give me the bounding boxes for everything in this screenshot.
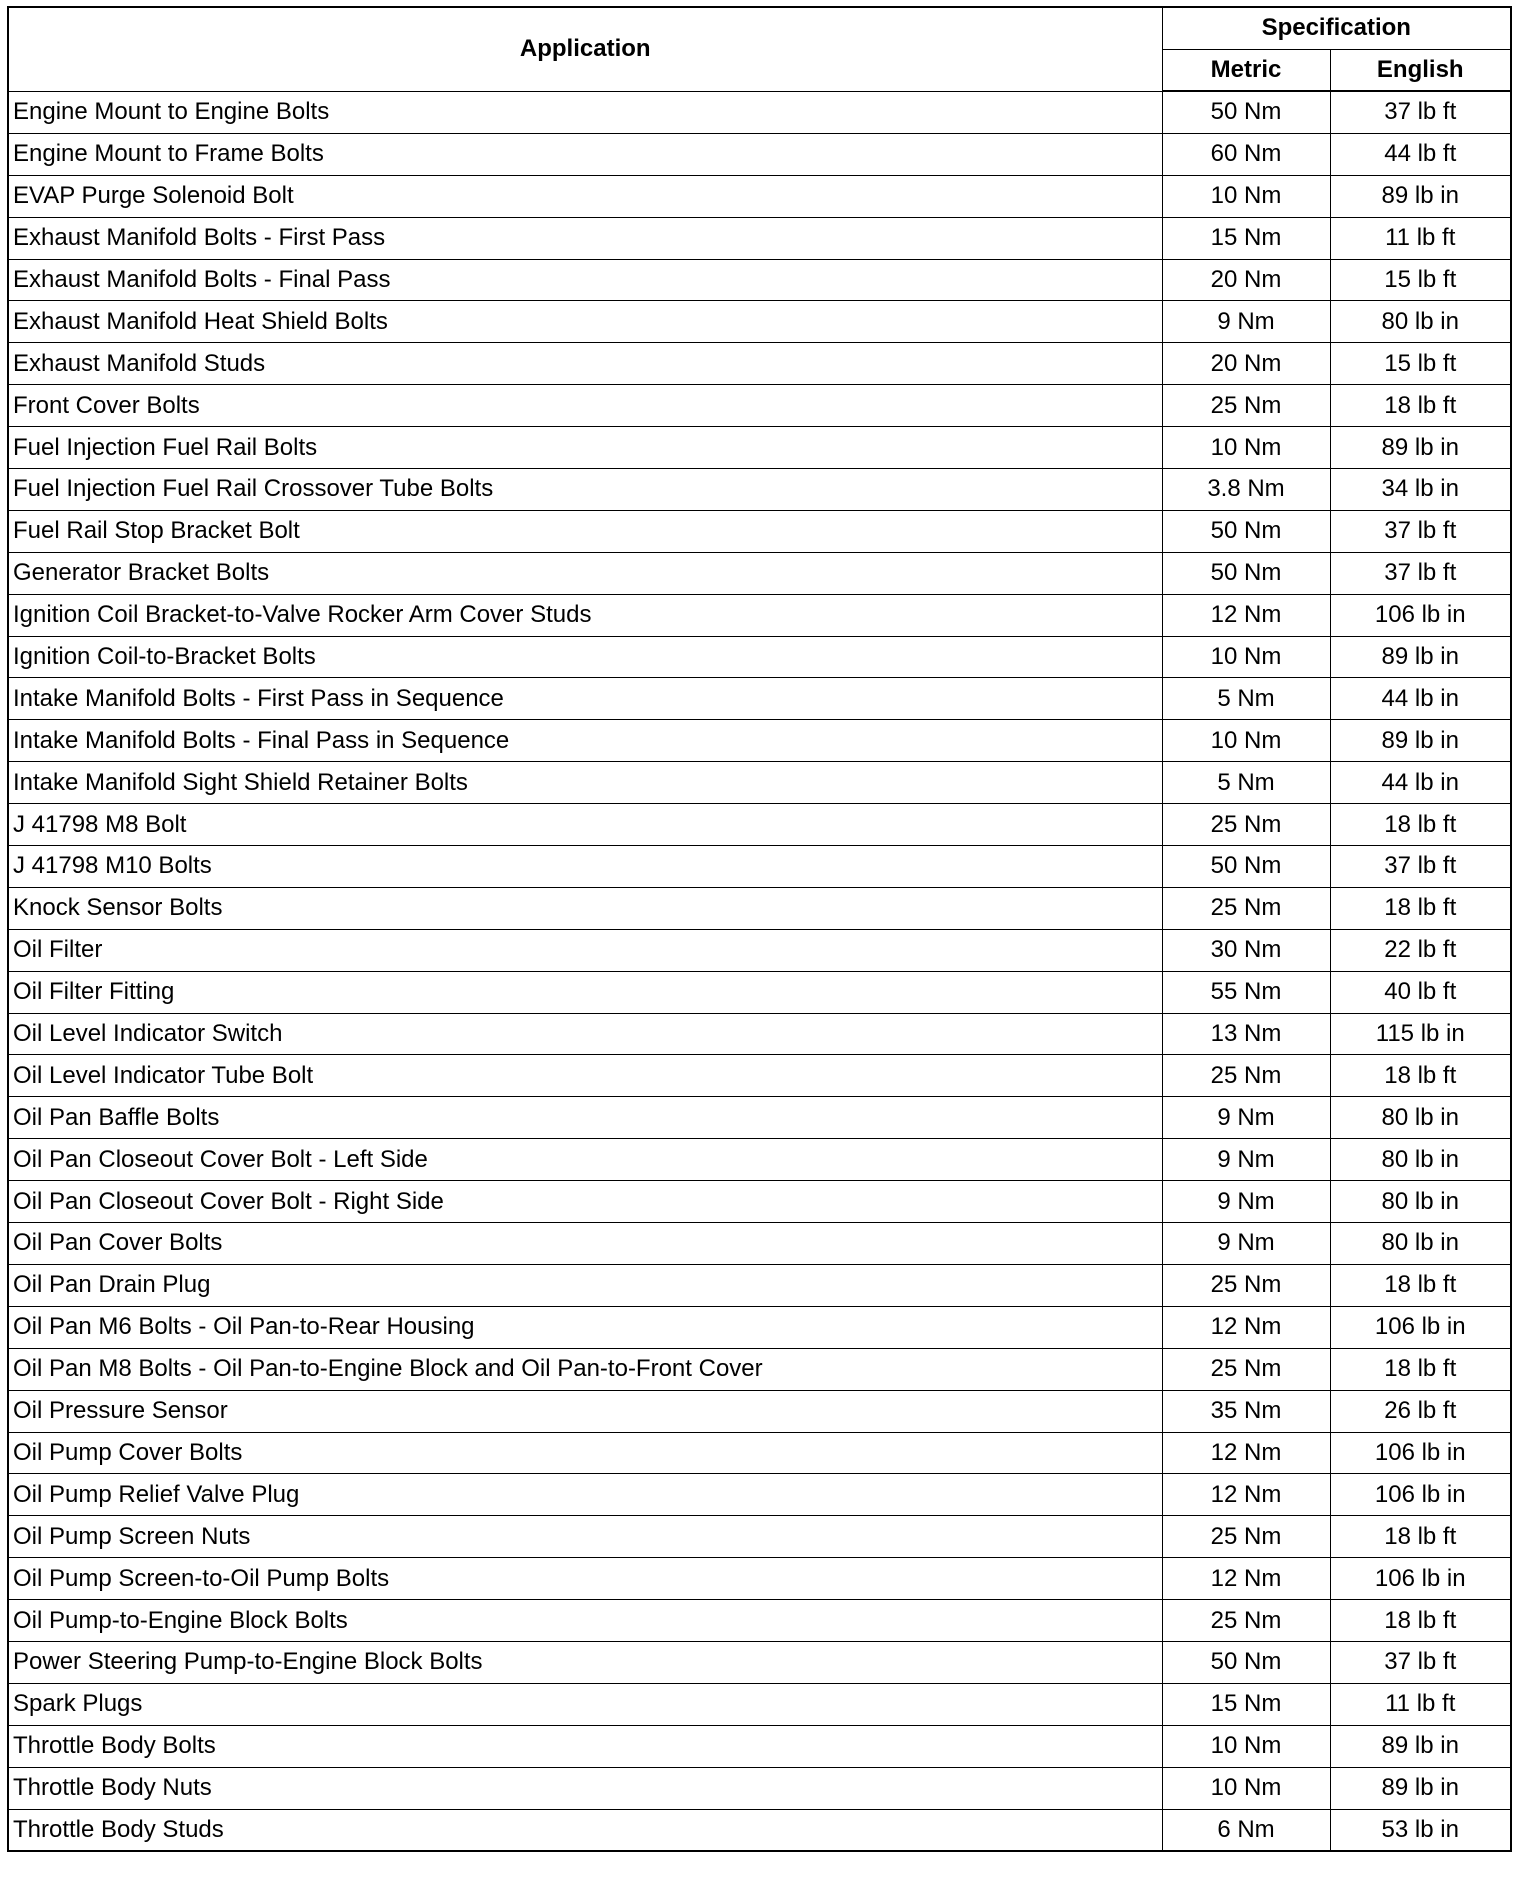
english-cell: 18 lb ft (1330, 1516, 1511, 1558)
application-cell: Oil Pump-to-Engine Block Bolts (8, 1600, 1162, 1642)
metric-cell: 9 Nm (1162, 1181, 1330, 1223)
metric-cell: 10 Nm (1162, 636, 1330, 678)
application-cell: Exhaust Manifold Heat Shield Bolts (8, 301, 1162, 343)
english-cell: 15 lb ft (1330, 259, 1511, 301)
english-cell: 11 lb ft (1330, 1683, 1511, 1725)
metric-cell: 25 Nm (1162, 887, 1330, 929)
application-cell: Oil Pan Closeout Cover Bolt - Right Side (8, 1181, 1162, 1223)
table-row (8, 552, 1511, 594)
english-cell: 37 lb ft (1330, 552, 1511, 594)
table-row (8, 1348, 1511, 1390)
english-cell: 89 lb in (1330, 175, 1511, 217)
metric-cell: 25 Nm (1162, 385, 1330, 427)
application-cell: Generator Bracket Bolts (8, 552, 1162, 594)
english-cell: 80 lb in (1330, 1223, 1511, 1265)
metric-cell: 5 Nm (1162, 762, 1330, 804)
table-row (8, 259, 1511, 301)
metric-cell: 15 Nm (1162, 217, 1330, 259)
metric-cell: 6 Nm (1162, 1809, 1330, 1851)
english-cell: 44 lb ft (1330, 133, 1511, 175)
table-row (8, 385, 1511, 427)
metric-cell: 20 Nm (1162, 343, 1330, 385)
english-cell: 106 lb in (1330, 1474, 1511, 1516)
english-cell: 44 lb in (1330, 678, 1511, 720)
english-cell: 106 lb in (1330, 1432, 1511, 1474)
english-cell: 26 lb ft (1330, 1390, 1511, 1432)
english-cell: 89 lb in (1330, 427, 1511, 469)
application-cell: Front Cover Bolts (8, 385, 1162, 427)
application-cell: Ignition Coil-to-Bracket Bolts (8, 636, 1162, 678)
metric-cell: 13 Nm (1162, 1013, 1330, 1055)
table-row (8, 971, 1511, 1013)
english-cell: 22 lb ft (1330, 929, 1511, 971)
table-row (8, 1055, 1511, 1097)
application-cell: Oil Pressure Sensor (8, 1390, 1162, 1432)
metric-cell: 50 Nm (1162, 552, 1330, 594)
english-cell: 89 lb in (1330, 1725, 1511, 1767)
english-cell: 18 lb ft (1330, 1264, 1511, 1306)
table-row (8, 929, 1511, 971)
application-cell: Fuel Rail Stop Bracket Bolt (8, 510, 1162, 552)
metric-cell: 15 Nm (1162, 1683, 1330, 1725)
english-cell: 18 lb ft (1330, 1600, 1511, 1642)
application-cell: Oil Level Indicator Switch (8, 1013, 1162, 1055)
application-cell: Oil Pan Closeout Cover Bolt - Left Side (8, 1139, 1162, 1181)
application-cell: Power Steering Pump-to-Engine Block Bolts (8, 1641, 1162, 1683)
metric-cell: 5 Nm (1162, 678, 1330, 720)
table-row (8, 887, 1511, 929)
application-cell: Exhaust Manifold Bolts - First Pass (8, 217, 1162, 259)
english-cell: 44 lb in (1330, 762, 1511, 804)
application-cell: Intake Manifold Bolts - Final Pass in Sequence (8, 720, 1162, 762)
table-row (8, 427, 1511, 469)
table-row (8, 804, 1511, 846)
table-row (8, 510, 1511, 552)
table-row (8, 1432, 1511, 1474)
metric-cell: 25 Nm (1162, 1264, 1330, 1306)
table-row (8, 1558, 1511, 1600)
application-cell: Intake Manifold Bolts - First Pass in Sequence (8, 678, 1162, 720)
table-row (8, 1516, 1511, 1558)
application-cell: Exhaust Manifold Studs (8, 343, 1162, 385)
table-row (8, 1013, 1511, 1055)
application-cell: Engine Mount to Frame Bolts (8, 133, 1162, 175)
table-row (8, 91, 1511, 133)
metric-cell: 25 Nm (1162, 804, 1330, 846)
application-cell: J 41798 M8 Bolt (8, 804, 1162, 846)
application-cell: Intake Manifold Sight Shield Retainer Bolts (8, 762, 1162, 804)
english-header: English (1330, 49, 1511, 91)
table-row (8, 846, 1511, 888)
table-body (8, 91, 1511, 1851)
table-row (8, 594, 1511, 636)
table-row (8, 1767, 1511, 1809)
english-cell: 80 lb in (1330, 1181, 1511, 1223)
table-row (8, 1809, 1511, 1851)
metric-header: Metric (1162, 49, 1330, 91)
application-cell: Oil Pan M8 Bolts - Oil Pan-to-Engine Block and Oil Pan-to-Front Cover (8, 1348, 1162, 1390)
table-row (8, 1725, 1511, 1767)
metric-cell: 60 Nm (1162, 133, 1330, 175)
torque-spec-table (7, 6, 1512, 1852)
application-cell: Oil Filter Fitting (8, 971, 1162, 1013)
english-cell: 53 lb in (1330, 1809, 1511, 1851)
application-cell: Exhaust Manifold Bolts - Final Pass (8, 259, 1162, 301)
metric-cell: 12 Nm (1162, 1432, 1330, 1474)
english-cell: 106 lb in (1330, 594, 1511, 636)
table-row (8, 678, 1511, 720)
table-row (8, 1306, 1511, 1348)
application-cell: Oil Pump Relief Valve Plug (8, 1474, 1162, 1516)
english-cell: 37 lb ft (1330, 846, 1511, 888)
english-cell: 18 lb ft (1330, 1348, 1511, 1390)
english-cell: 106 lb in (1330, 1558, 1511, 1600)
application-cell: Fuel Injection Fuel Rail Bolts (8, 427, 1162, 469)
application-cell: Oil Pan Drain Plug (8, 1264, 1162, 1306)
table-row (8, 217, 1511, 259)
application-cell: Spark Plugs (8, 1683, 1162, 1725)
application-cell: Oil Pump Cover Bolts (8, 1432, 1162, 1474)
metric-cell: 3.8 Nm (1162, 469, 1330, 511)
table-row (8, 1139, 1511, 1181)
metric-cell: 35 Nm (1162, 1390, 1330, 1432)
metric-cell: 55 Nm (1162, 971, 1330, 1013)
table-row (8, 1390, 1511, 1432)
table-row (8, 469, 1511, 511)
english-cell: 80 lb in (1330, 301, 1511, 343)
table-row (8, 720, 1511, 762)
english-cell: 106 lb in (1330, 1306, 1511, 1348)
application-cell: Fuel Injection Fuel Rail Crossover Tube Bolts (8, 469, 1162, 511)
application-cell: Oil Level Indicator Tube Bolt (8, 1055, 1162, 1097)
english-cell: 37 lb ft (1330, 1641, 1511, 1683)
application-cell: Oil Filter (8, 929, 1162, 971)
english-cell: 89 lb in (1330, 1767, 1511, 1809)
metric-cell: 12 Nm (1162, 1558, 1330, 1600)
english-cell: 18 lb ft (1330, 887, 1511, 929)
table-row (8, 1474, 1511, 1516)
application-cell: Ignition Coil Bracket-to-Valve Rocker Arm Cover Studs (8, 594, 1162, 636)
application-cell: Oil Pump Screen-to-Oil Pump Bolts (8, 1558, 1162, 1600)
table-row (8, 1097, 1511, 1139)
application-cell: Throttle Body Studs (8, 1809, 1162, 1851)
application-cell: Engine Mount to Engine Bolts (8, 91, 1162, 133)
metric-cell: 30 Nm (1162, 929, 1330, 971)
english-cell: 15 lb ft (1330, 343, 1511, 385)
application-cell: Throttle Body Nuts (8, 1767, 1162, 1809)
metric-cell: 9 Nm (1162, 1223, 1330, 1265)
table-row (8, 1641, 1511, 1683)
english-cell: 89 lb in (1330, 720, 1511, 762)
metric-cell: 10 Nm (1162, 175, 1330, 217)
table-row (8, 133, 1511, 175)
metric-cell: 50 Nm (1162, 91, 1330, 133)
metric-cell: 12 Nm (1162, 594, 1330, 636)
table-row (8, 343, 1511, 385)
metric-cell: 9 Nm (1162, 301, 1330, 343)
metric-cell: 9 Nm (1162, 1097, 1330, 1139)
application-cell: Throttle Body Bolts (8, 1725, 1162, 1767)
table-row (8, 1264, 1511, 1306)
application-cell: Oil Pan M6 Bolts - Oil Pan-to-Rear Housing (8, 1306, 1162, 1348)
application-cell: Oil Pan Baffle Bolts (8, 1097, 1162, 1139)
english-cell: 89 lb in (1330, 636, 1511, 678)
table-row (8, 175, 1511, 217)
english-cell: 37 lb ft (1330, 91, 1511, 133)
metric-cell: 12 Nm (1162, 1306, 1330, 1348)
english-cell: 18 lb ft (1330, 804, 1511, 846)
english-cell: 11 lb ft (1330, 217, 1511, 259)
specification-header: Specification (1162, 7, 1511, 49)
application-cell: Knock Sensor Bolts (8, 887, 1162, 929)
metric-cell: 10 Nm (1162, 720, 1330, 762)
metric-cell: 50 Nm (1162, 510, 1330, 552)
application-cell: EVAP Purge Solenoid Bolt (8, 175, 1162, 217)
metric-cell: 10 Nm (1162, 1767, 1330, 1809)
table-row (8, 1223, 1511, 1265)
table-row (8, 1181, 1511, 1223)
table-header (8, 7, 1511, 91)
table-row (8, 1600, 1511, 1642)
application-cell: Oil Pump Screen Nuts (8, 1516, 1162, 1558)
metric-cell: 25 Nm (1162, 1055, 1330, 1097)
english-cell: 80 lb in (1330, 1097, 1511, 1139)
metric-cell: 9 Nm (1162, 1139, 1330, 1181)
metric-cell: 20 Nm (1162, 259, 1330, 301)
english-cell: 18 lb ft (1330, 385, 1511, 427)
table-row (8, 762, 1511, 804)
english-cell: 80 lb in (1330, 1139, 1511, 1181)
metric-cell: 50 Nm (1162, 846, 1330, 888)
application-header: Application (8, 7, 1162, 91)
metric-cell: 25 Nm (1162, 1348, 1330, 1390)
english-cell: 40 lb ft (1330, 971, 1511, 1013)
metric-cell: 10 Nm (1162, 427, 1330, 469)
application-cell: Oil Pan Cover Bolts (8, 1223, 1162, 1265)
application-cell: J 41798 M10 Bolts (8, 846, 1162, 888)
metric-cell: 50 Nm (1162, 1641, 1330, 1683)
metric-cell: 10 Nm (1162, 1725, 1330, 1767)
english-cell: 37 lb ft (1330, 510, 1511, 552)
metric-cell: 25 Nm (1162, 1516, 1330, 1558)
table-row (8, 1683, 1511, 1725)
metric-cell: 25 Nm (1162, 1600, 1330, 1642)
metric-cell: 12 Nm (1162, 1474, 1330, 1516)
table-row (8, 636, 1511, 678)
english-cell: 18 lb ft (1330, 1055, 1511, 1097)
table-row (8, 301, 1511, 343)
english-cell: 115 lb in (1330, 1013, 1511, 1055)
english-cell: 34 lb in (1330, 469, 1511, 511)
